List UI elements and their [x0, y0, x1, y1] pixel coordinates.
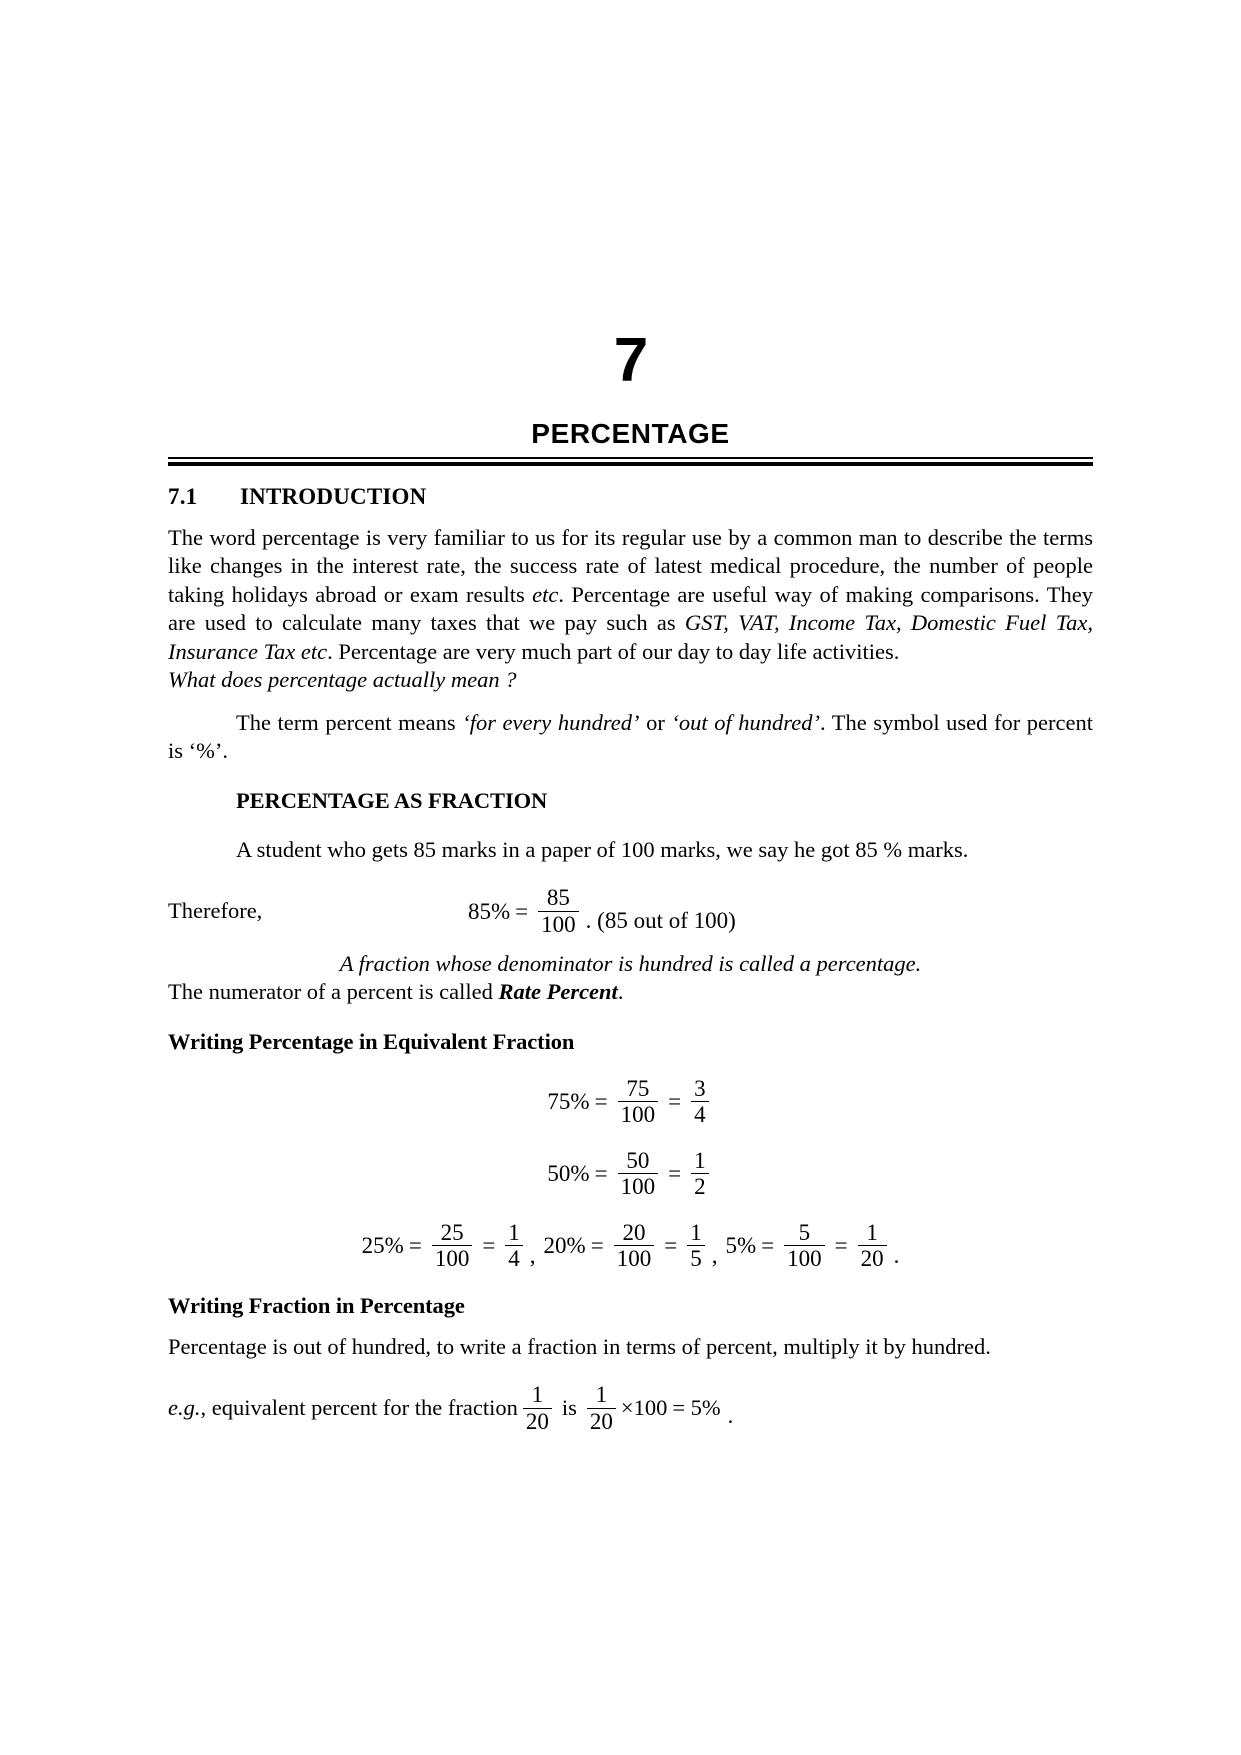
fraction-1-over-20-second — [587, 1383, 616, 1433]
eq-separator-2: , — [711, 1242, 718, 1268]
fraction-denominator: 5 — [687, 1245, 705, 1270]
spacer — [168, 814, 1093, 836]
eq-lhs-5: 5% — [725, 1233, 757, 1259]
student-example-sentence: A student who gets 85 marks in a paper of 100 marks, we say he got 85 % marks. — [236, 836, 969, 862]
eq-equals-2: = — [482, 1233, 496, 1259]
fraction-1-over-20-first — [523, 1383, 552, 1433]
therefore-equation-row — [168, 886, 1093, 936]
percent-meaning-or: or — [639, 709, 672, 735]
rate-percent-b: . — [617, 979, 624, 1005]
spacer — [168, 864, 1093, 886]
rate-percent-line — [168, 978, 1093, 1006]
fraction-definition-text: A fraction whose denominator is hundred is called a percentage. — [339, 950, 922, 976]
fraction-denominator: 2 — [691, 1173, 709, 1198]
equation-note: . (85 out of 100) — [585, 907, 736, 933]
fraction-numerator: 5 — [798, 1219, 811, 1245]
equation-row-25-20-5 — [168, 1221, 1093, 1271]
eg-prefix-rest: , equivalent percent for the fraction — [200, 1395, 518, 1421]
fraction-numerator: 85 — [546, 885, 570, 911]
eq-lhs: 75% — [547, 1089, 590, 1115]
eg-multiply: ×100 — [620, 1395, 668, 1421]
fraction-numerator: 25 — [440, 1219, 464, 1245]
spacer — [168, 1361, 1093, 1383]
section-heading — [168, 484, 1093, 510]
equation-row-75 — [168, 1077, 1093, 1127]
fraction-75-over-100 — [618, 1077, 659, 1127]
spacer — [168, 1271, 1093, 1293]
eq-separator-1: , — [529, 1242, 536, 1268]
spacer — [168, 1199, 1093, 1221]
percent-quote-two: ‘out of hundred’ — [671, 709, 820, 735]
eq-lhs: 50% — [547, 1161, 590, 1187]
fraction-denominator: 4 — [691, 1101, 709, 1126]
spacer — [168, 1319, 1093, 1333]
fraction-25-over-100 — [432, 1221, 473, 1271]
eq-equals-2: = — [664, 1233, 678, 1259]
eq-equals-2: = — [668, 1161, 682, 1187]
eg-middle-word: is — [561, 1395, 577, 1421]
percentage-as-fraction-heading: PERCENTAGE AS FRACTION — [236, 787, 548, 813]
header-rule-thick — [168, 462, 1093, 466]
fraction-denominator: 100 — [784, 1245, 825, 1270]
eq-period: . — [893, 1242, 900, 1268]
chapter-number: 7 — [613, 326, 648, 395]
fraction-numerator: 20 — [622, 1219, 646, 1245]
fraction-numerator: 1 — [694, 1147, 706, 1173]
fraction-denominator: 20 — [587, 1408, 616, 1433]
fraction-denominator: 100 — [614, 1245, 655, 1270]
fraction-20-over-100 — [614, 1221, 655, 1271]
writing-fraction-sentence: Percentage is out of hundred, to write a fraction in terms of percent, multiply it by hundred. — [168, 1333, 991, 1359]
eg-result: = 5% — [672, 1395, 721, 1421]
equals-sign: = — [515, 898, 529, 924]
fraction-numerator: 1 — [866, 1219, 878, 1245]
fraction-numerator: 1 — [508, 1219, 520, 1245]
fraction-1-over-5 — [687, 1221, 705, 1271]
percent-meaning-paragraph — [168, 709, 1093, 766]
fraction-numerator: 1 — [531, 1382, 544, 1408]
intro-text-b: . Percentage are useful way of making comparisons. They are used to calculate many taxes that we pay such as — [168, 581, 1093, 636]
therefore-label: Therefore, — [168, 897, 263, 923]
eq-equals-1: = — [590, 1233, 604, 1259]
fraction-numerator: 1 — [690, 1219, 702, 1245]
fraction-denominator: 100 — [538, 911, 579, 936]
fraction-85-over-100 — [538, 886, 579, 936]
fraction-denominator: 4 — [505, 1245, 523, 1270]
rate-percent-term: Rate Percent — [498, 979, 618, 1005]
eg-period: . — [727, 1402, 734, 1428]
spacer — [168, 936, 1093, 950]
spacer — [168, 1127, 1093, 1149]
fraction-1-over-4 — [505, 1221, 523, 1271]
writing-percentage-heading: Writing Percentage in Equivalent Fraction — [168, 1028, 575, 1054]
fraction-1-over-20 — [858, 1221, 887, 1271]
page-content — [168, 326, 1094, 1434]
intro-paragraph — [168, 524, 1093, 666]
fraction-definition — [168, 950, 1093, 978]
fraction-denominator: 100 — [618, 1101, 659, 1126]
fraction-1-over-2 — [691, 1149, 709, 1199]
fraction-50-over-100 — [618, 1149, 659, 1199]
writing-fraction-heading: Writing Fraction in Percentage — [168, 1292, 465, 1318]
fraction-3-over-4 — [691, 1077, 709, 1127]
spacer — [168, 1055, 1093, 1077]
rate-percent-a: The numerator of a percent is called — [168, 979, 499, 1005]
eq-lhs-20: 20% — [543, 1233, 586, 1259]
fraction-denominator: 100 — [618, 1173, 659, 1198]
eq-equals-1: = — [594, 1161, 608, 1187]
example-fraction-to-percent — [168, 1383, 1093, 1433]
equation-lhs: 85% — [468, 898, 511, 924]
percent-quote-one: ‘for every hundred’ — [462, 709, 640, 735]
fraction-numerator: 75 — [626, 1075, 650, 1101]
eq-equals-1: = — [594, 1089, 608, 1115]
fraction-denominator: 100 — [432, 1245, 473, 1270]
intro-question — [168, 666, 1093, 694]
fraction-numerator: 50 — [626, 1147, 650, 1173]
intro-tax-list: GST, VAT, Income Tax, Domestic Fuel Tax, Insurance Tax etc — [168, 610, 1094, 664]
eq-equals-1: = — [761, 1233, 775, 1259]
percent-meaning-a: The term percent means — [236, 709, 463, 735]
eq-equals-2: = — [834, 1233, 848, 1259]
equation-row-50 — [168, 1149, 1093, 1199]
intro-question-text: What does percentage actually mean ? — [168, 667, 517, 693]
eq-equals-1: = — [408, 1233, 422, 1259]
spacer — [168, 1007, 1093, 1029]
fraction-denominator: 20 — [858, 1245, 887, 1270]
fraction-numerator: 3 — [694, 1075, 706, 1101]
section-number: 7.1 — [168, 484, 198, 509]
eq-lhs-25: 25% — [361, 1233, 404, 1259]
intro-text-a: The word percentage is very familiar to us for its regular use by a common man to describe the terms like changes in the interest rate, the success rate of latest medical procedure, the number of people taking holidays abroad or exam results — [168, 525, 1093, 607]
eq-equals-2: = — [668, 1089, 682, 1115]
fraction-denominator: 20 — [523, 1408, 552, 1433]
fraction-numerator: 1 — [595, 1382, 608, 1408]
percent-meaning-b: . The symbol used for percent is ‘%’. — [168, 709, 1093, 764]
intro-text-c: . Percentage are very much part of our day to day life activities. — [327, 638, 900, 664]
fraction-5-over-100 — [784, 1221, 825, 1271]
eg-prefix: e.g. — [168, 1395, 201, 1421]
spacer — [168, 695, 1093, 709]
section-title: INTRODUCTION — [240, 484, 427, 509]
intro-etc: etc — [532, 581, 559, 607]
chapter-title: PERCENTAGE — [531, 418, 730, 449]
